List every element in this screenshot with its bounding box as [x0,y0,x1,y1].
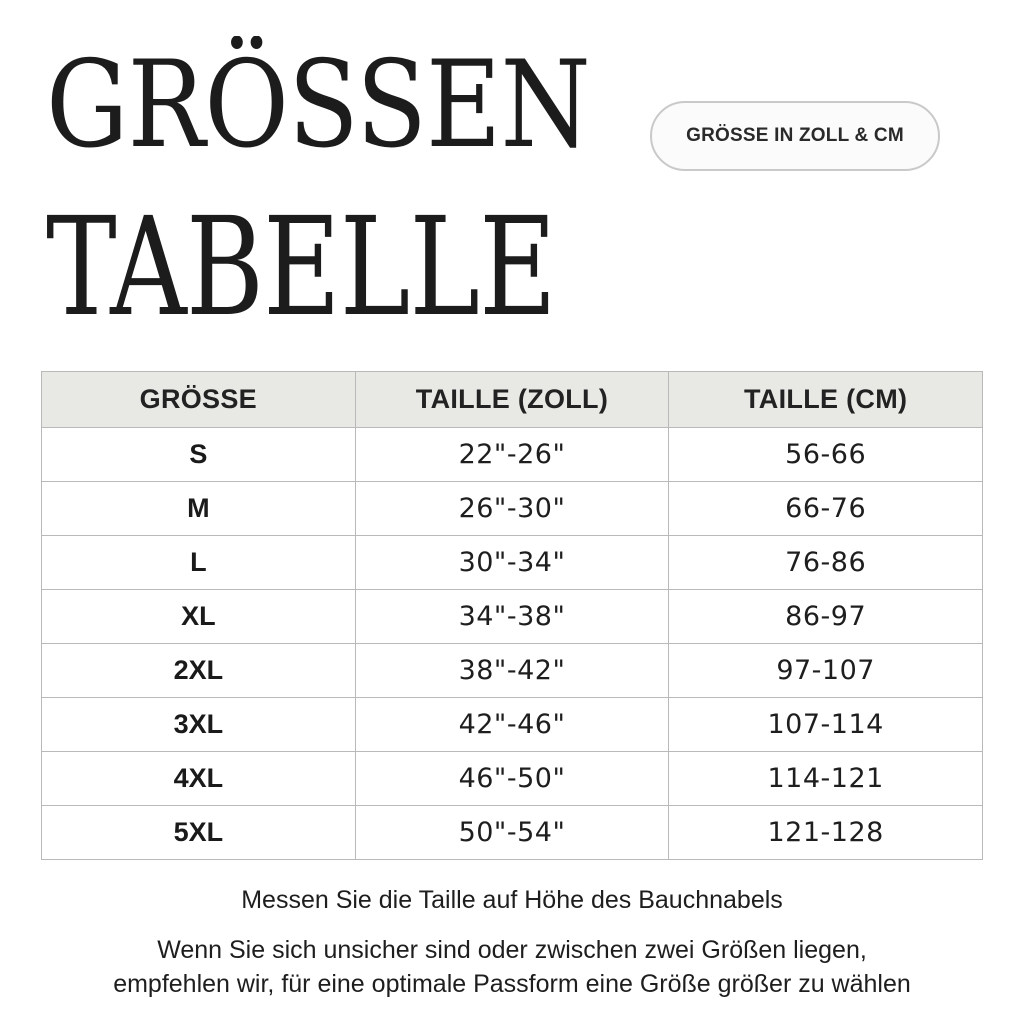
table-row [42,752,983,806]
size-advice-line-1: Wenn Sie sich unsicher sind oder zwischen zwei Größen liegen, [157,936,867,964]
waist-inch-cell: 34"-38" [355,590,669,644]
waist-cm-cell: 56-66 [669,428,983,482]
size-cell: M [42,482,356,536]
size-cell: 4XL [42,752,356,806]
page-title-line-1: GRÖSSEN [46,36,590,175]
table-row [42,482,983,536]
waist-cm-cell: 107-114 [669,698,983,752]
waist-inch-cell: 38"-42" [355,644,669,698]
size-cell: S [42,428,356,482]
table-row [42,536,983,590]
waist-inch-cell: 22"-26" [355,428,669,482]
size-advice-line-2: empfehlen wir, für eine optimale Passform eine Größe größer zu wählen [113,970,911,998]
size-cell: 2XL [42,644,356,698]
table-row [42,698,983,752]
table-row [42,428,983,482]
unit-badge: GRÖSSE IN ZOLL & CM [650,101,940,171]
size-advice [0,933,1024,1001]
waist-inch-cell: 42"-46" [355,698,669,752]
waist-cm-cell: 66-76 [669,482,983,536]
column-header-waist-cm: TAILLE (CM) [669,372,983,428]
size-cell: 5XL [42,806,356,860]
size-cell: 3XL [42,698,356,752]
size-chart-table [41,371,983,860]
waist-inch-cell: 50"-54" [355,806,669,860]
waist-inch-cell: 46"-50" [355,752,669,806]
table-header-row [42,372,983,428]
measure-instruction: Messen Sie die Taille auf Höhe des Bauchnabels [241,886,783,914]
waist-cm-cell: 97-107 [669,644,983,698]
table-row [42,644,983,698]
column-header-waist-inch: TAILLE (ZOLL) [355,372,669,428]
size-cell: XL [42,590,356,644]
waist-cm-cell: 86-97 [669,590,983,644]
page-title-line-2: TABELLE [46,189,556,347]
waist-cm-cell: 114-121 [669,752,983,806]
waist-inch-cell: 26"-30" [355,482,669,536]
waist-cm-cell: 76-86 [669,536,983,590]
size-cell: L [42,536,356,590]
table-row [42,590,983,644]
table-row [42,806,983,860]
waist-inch-cell: 30"-34" [355,536,669,590]
column-header-size: GRÖSSE [42,372,356,428]
waist-cm-cell: 121-128 [669,806,983,860]
